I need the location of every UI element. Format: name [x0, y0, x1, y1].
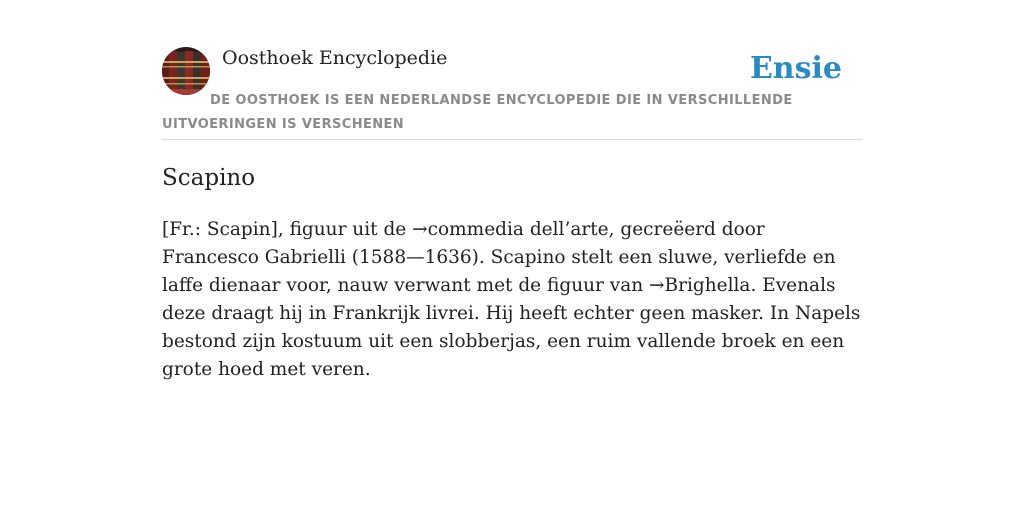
entry-body	[162, 216, 862, 384]
entry-title: Scapino	[162, 165, 256, 191]
entry-text-segment: [Fr.: Scapin], figuur uit de	[162, 219, 413, 240]
link-commedia-dellarte[interactable]: →commedia dell’arte	[412, 219, 609, 240]
encyclopedia-books-icon[interactable]	[162, 47, 210, 95]
link-brighella[interactable]: →Brighella	[649, 275, 751, 296]
entry-text-segment: , gecreëerd door Francesco Gabrielli (1588—1636). Scapino stelt een sluwe, verliefde en laffe dienaar voor, nauw verwant met de figuur van	[162, 219, 836, 296]
site-tagline: DE OOSTHOEK IS EEN NEDERLANDSE ENCYCLOPEDIE DIE IN VERSCHILLENDE UITVOERINGEN IS VERSCHENEN	[162, 93, 793, 132]
entry-text-segment: . Evenals deze draagt hij in Frankrijk livrei. Hij heeft echter geen masker. In Napels bestond zijn kostuum uit een slobberjas, een ruim vallende broek en een grote hoed met veren.	[162, 275, 861, 380]
header-divider	[162, 139, 862, 140]
brand-logo[interactable]: Ensie	[749, 51, 842, 86]
site-title[interactable]: Oosthoek Encyclopedie	[222, 47, 448, 69]
